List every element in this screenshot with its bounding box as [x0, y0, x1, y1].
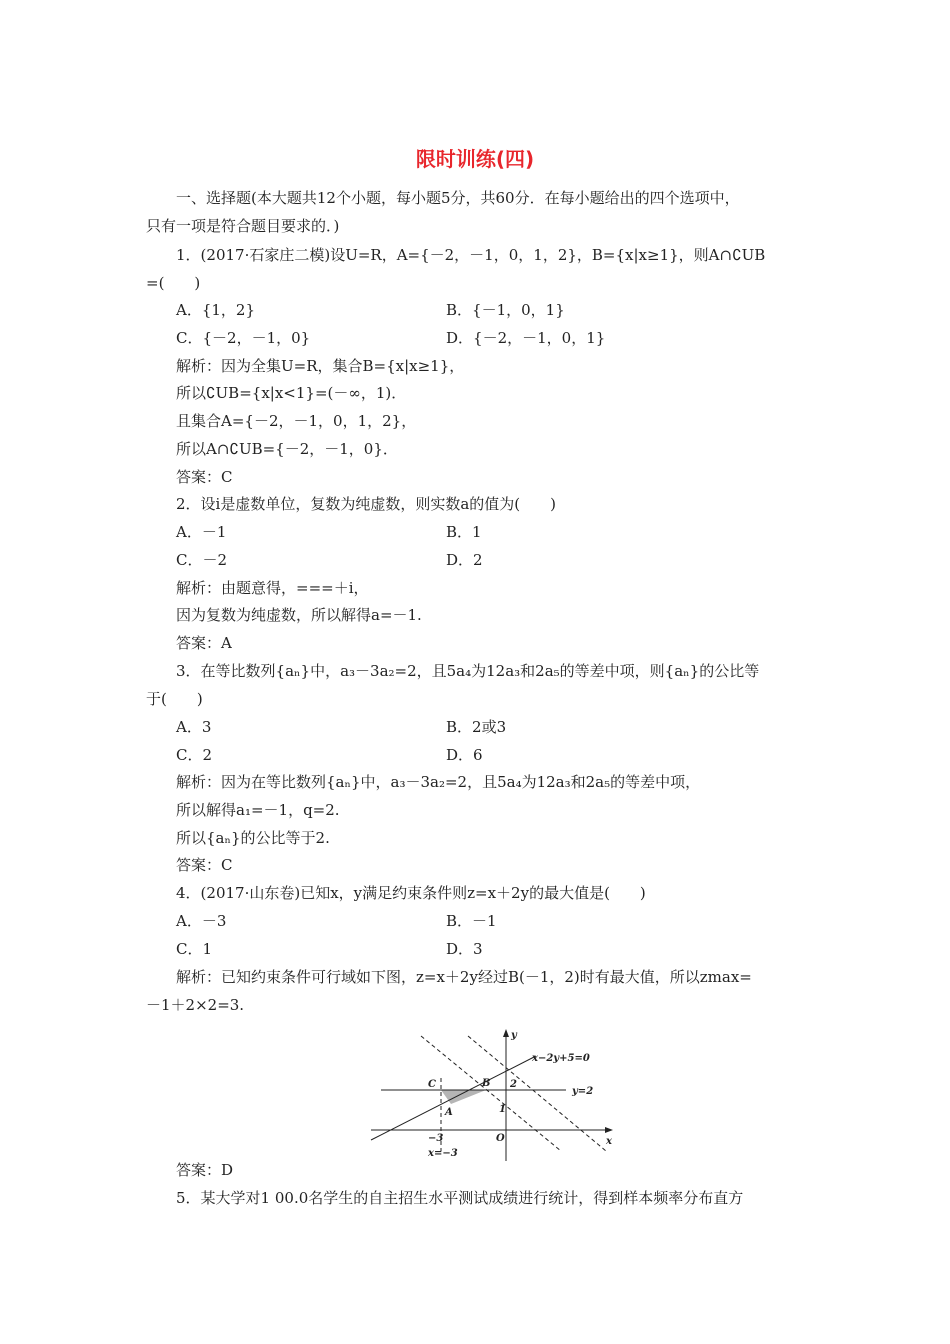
origin-label: O	[496, 1133, 505, 1144]
text-line: －1＋2×2=3.	[146, 996, 245, 1014]
text-line: 答案：A	[176, 634, 232, 652]
text-line: 于( )	[146, 690, 203, 708]
text-line: D．2	[446, 551, 483, 569]
text-line: A．－3	[176, 912, 227, 930]
text-line: 3．在等比数列{aₙ}中，a₃－3a₂=2，且5a₄为12a₃和2a₅的等差中项，则{aₙ}的公比等	[176, 662, 760, 680]
text-line: 只有一项是符合题目要求的．)	[146, 217, 340, 235]
text-line: 1．(2017·石家庄二模)设U=R，A={－2，－1，0，1，2}，B={x|x≥1}，则A∩∁UB	[176, 246, 766, 264]
text-line: B．{－1，0，1}	[446, 301, 565, 319]
text-line: C．{－2，－1，0}	[176, 329, 311, 347]
text-line: =( )	[146, 274, 201, 292]
text-line: 一、选择题(本大题共12个小题，每小题5分，共60分．在每小题给出的四个选项中，	[176, 189, 740, 207]
text-line: 解析：由题意得，===＋i，	[176, 579, 369, 597]
text-line: 所以A∩∁UB={－2，－1，0}．	[176, 440, 398, 458]
x-eq-label: x=−3	[428, 1148, 458, 1159]
text-line: 所以∁UB={x|x<1}=(－∞，1)．	[176, 384, 407, 402]
text-line: 答案：D	[176, 1161, 234, 1179]
text-line: 解析：因为全集U=R，集合B={x|x≥1}，	[176, 357, 465, 375]
tick-1-label: 1	[499, 1104, 506, 1115]
text-line: A．3	[176, 718, 212, 736]
text-line: 因为复数为纯虚数，所以解得a=－1.	[176, 606, 422, 624]
y-axis-label: y	[511, 1030, 517, 1041]
text-line: C．－2	[176, 551, 228, 569]
text-line: C．1	[176, 940, 213, 958]
text-line: 解析：因为在等比数列{aₙ}中，a₃－3a₂=2，且5a₄为12a₃和2a₅的等差中项，	[176, 773, 701, 791]
text-line: 4．(2017·山东卷)已知x，y满足约束条件则z=x＋2y的最大值是( )	[176, 884, 646, 902]
text-line: 所以解得a₁=－1，q=2.	[176, 801, 340, 819]
text-line: D．6	[446, 746, 483, 764]
text-line: D．3	[446, 940, 483, 958]
point-b-label: B	[482, 1078, 491, 1089]
feasible-region-figure	[366, 1026, 626, 1166]
text-line: B．－1	[446, 912, 497, 930]
text-line: 且集合A={－2，－1，0，1，2}，	[176, 412, 417, 430]
text-line: 5．某大学对1 00.0名学生的自主招生水平测试成绩进行统计，得到样本频率分布直方	[176, 1189, 744, 1207]
point-c-label: C	[428, 1079, 436, 1090]
text-line: C．2	[176, 746, 213, 764]
page-title: 限时训练(四)	[415, 147, 535, 171]
text-line: 解析：已知约束条件可行域如下图，z=x＋2y经过B(－1，2)时有最大值，所以zmax=	[176, 968, 752, 986]
x-axis-arrow	[605, 1127, 613, 1133]
text-line: 答案：C	[176, 468, 233, 486]
point-a-label: A	[445, 1107, 453, 1118]
line2-label: y=2	[572, 1086, 594, 1097]
text-line: 2．设i是虚数单位，复数为纯虚数，则实数a的值为( )	[176, 495, 556, 513]
text-line: D．{－2，－1，0，1}	[446, 329, 606, 347]
text-line: B．1	[446, 523, 482, 541]
line1-label: x−2y+5=0	[532, 1053, 590, 1064]
line-constraint	[371, 1056, 536, 1140]
text-line: 所以{aₙ}的公比等于2.	[176, 829, 330, 847]
x-axis-label: x	[606, 1136, 612, 1147]
text-line: A．{1，2}	[176, 301, 256, 319]
tick-2-label: 2	[510, 1079, 517, 1090]
text-line: A．－1	[176, 523, 227, 541]
feasible-region	[441, 1090, 486, 1104]
text-line: 答案：C	[176, 856, 233, 874]
text-line: B．2或3	[446, 718, 507, 736]
tick-neg3-label: −3	[428, 1133, 444, 1144]
y-axis-arrow	[503, 1029, 509, 1037]
